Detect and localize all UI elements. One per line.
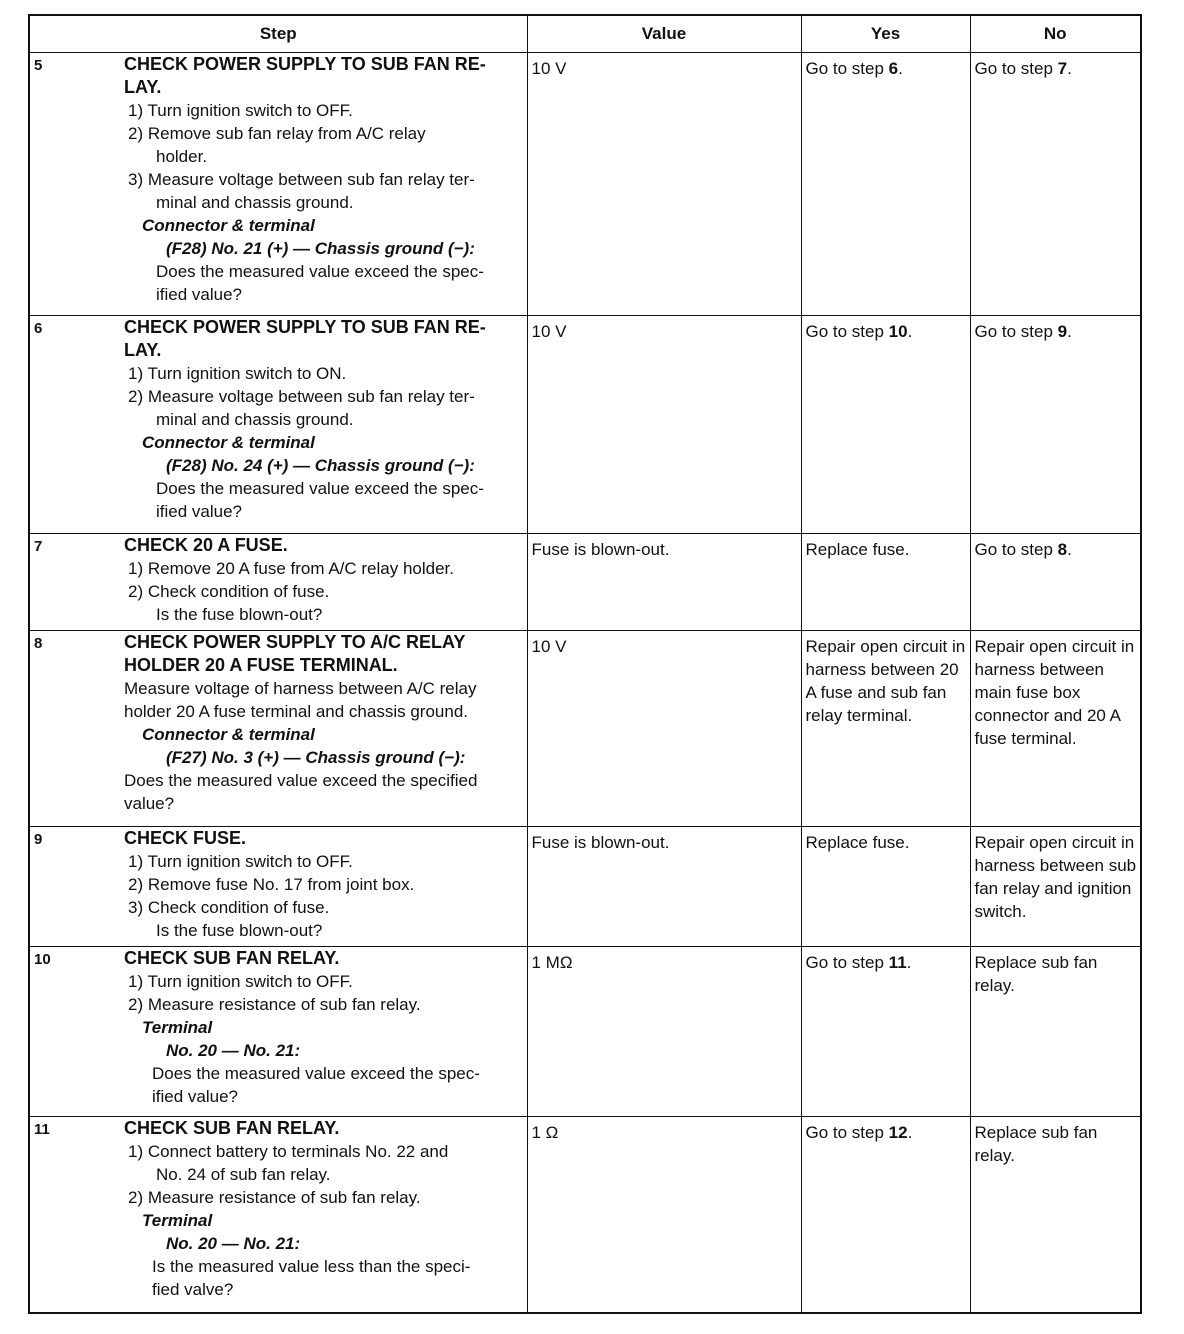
yes-cell: Replace fuse.: [801, 827, 970, 947]
step-cell: [29, 827, 527, 947]
step-cell: [29, 1117, 527, 1313]
step-title: CHECK SUB FAN RELAY.: [124, 948, 340, 968]
step-instruction-line: 1) Turn ignition switch to ON.: [128, 364, 347, 383]
value-cell: 10 V: [527, 316, 801, 534]
step-instruction-line: 2) Measure voltage between sub fan relay ter-: [128, 387, 475, 406]
step-cell: [29, 947, 527, 1117]
table-row: [29, 53, 1141, 316]
step-instruction-line: Does the measured value exceed the spec-: [156, 479, 484, 498]
step-instruction-line: 2) Measure resistance of sub fan relay.: [128, 1188, 421, 1207]
step-instruction-line: 2) Measure resistance of sub fan relay.: [128, 995, 421, 1014]
no-goto-step-number: 8: [1057, 540, 1068, 559]
no-goto-text: Go to step: [974, 322, 1058, 341]
step-instruction-line: (F28) No. 24 (+) — Chassis ground (−):: [166, 456, 475, 475]
step-instruction-line: holder 20 A fuse terminal and chassis ground.: [124, 702, 468, 721]
step-instruction-line: 1) Remove 20 A fuse from A/C relay holder.: [128, 559, 454, 578]
step-instruction-line: (F28) No. 21 (+) — Chassis ground (−):: [166, 239, 475, 258]
step-instruction-line: 3) Check condition of fuse.: [128, 898, 330, 917]
table-body: [29, 53, 1141, 1313]
no-goto-text: Go to step: [974, 59, 1058, 78]
diagnostic-table-sheet: [28, 14, 1140, 1314]
step-instruction-line: Connector & terminal: [142, 433, 315, 452]
table-row: [29, 316, 1141, 534]
step-instruction-line: 1) Turn ignition switch to OFF.: [128, 972, 353, 991]
no-cell: Replace sub fan relay.: [970, 947, 1141, 1117]
step-instruction-line: 2) Remove sub fan relay from A/C relay: [128, 124, 426, 143]
no-cell: Go to step 7.: [970, 53, 1141, 316]
step-instruction-line: fied valve?: [152, 1280, 234, 1299]
step-title: CHECK POWER SUPPLY TO SUB FAN RE-: [124, 317, 486, 337]
step-instruction-line: minal and chassis ground.: [156, 193, 354, 212]
no-goto-step-number: 9: [1057, 322, 1068, 341]
step-instruction-line: No. 20 — No. 21:: [166, 1041, 301, 1060]
step-number: 8: [34, 635, 43, 652]
value-cell: 1 Ω: [527, 1117, 801, 1313]
step-instruction-line: 1) Turn ignition switch to OFF.: [128, 852, 353, 871]
step-instruction-line: (F27) No. 3 (+) — Chassis ground (−):: [166, 748, 466, 767]
step-title: CHECK POWER SUPPLY TO SUB FAN RE-: [124, 54, 486, 74]
diagnostic-table: [28, 14, 1142, 1314]
yes-goto-text: Go to step: [805, 1123, 889, 1142]
table-row: [29, 1117, 1141, 1313]
yes-goto-text: Go to step: [805, 59, 889, 78]
step-instruction-line: Is the measured value less than the speci-: [152, 1257, 471, 1276]
step-title: CHECK 20 A FUSE.: [124, 535, 288, 555]
step-number: 7: [34, 538, 43, 555]
no-cell: Go to step 9.: [970, 316, 1141, 534]
table-row: [29, 534, 1141, 631]
step-instruction-line: ified value?: [152, 1087, 239, 1106]
table-row: [29, 947, 1141, 1117]
table-row: [29, 827, 1141, 947]
header-no: No: [970, 15, 1141, 53]
step-instruction-line: value?: [124, 794, 175, 813]
no-cell: Replace sub fan relay.: [970, 1117, 1141, 1313]
yes-cell: Go to step 10.: [801, 316, 970, 534]
value-cell: Fuse is blown-out.: [527, 534, 801, 631]
value-cell: Fuse is blown-out.: [527, 827, 801, 947]
step-instruction-line: Is the fuse blown-out?: [156, 921, 323, 940]
step-instruction-line: Is the fuse blown-out?: [156, 605, 323, 624]
yes-cell: Repair open circuit in harness between 20 A fuse and sub fan relay terminal.: [801, 631, 970, 827]
step-title: CHECK SUB FAN RELAY.: [124, 1118, 340, 1138]
step-number: 9: [34, 831, 43, 848]
yes-cell: Replace fuse.: [801, 534, 970, 631]
step-title: CHECK POWER SUPPLY TO A/C RELAY: [124, 632, 466, 652]
yes-cell: Go to step 6.: [801, 53, 970, 316]
header-step: Step: [29, 15, 527, 53]
yes-goto-text: Go to step: [805, 322, 889, 341]
step-instruction-line: Terminal: [142, 1211, 213, 1230]
step-number: 11: [34, 1121, 50, 1138]
header-row: [29, 15, 1141, 53]
no-cell: Repair open circuit in harness between sub fan relay and ignition switch.: [970, 827, 1141, 947]
yes-goto-step-number: 6: [888, 59, 899, 78]
header-yes: Yes: [801, 15, 970, 53]
yes-goto-text: Go to step: [805, 953, 889, 972]
step-number: 5: [34, 57, 43, 74]
step-instruction-line: minal and chassis ground.: [156, 410, 354, 429]
yes-goto-step-number: 10: [888, 322, 908, 341]
yes-goto-step-number: 11: [888, 953, 907, 972]
table-row: [29, 631, 1141, 827]
step-number: 10: [34, 951, 51, 968]
step-instruction-line: 1) Connect battery to terminals No. 22 and: [128, 1142, 449, 1161]
yes-cell: Go to step 11.: [801, 947, 970, 1117]
step-instruction-line: Connector & terminal: [142, 725, 315, 744]
step-instruction-line: Measure voltage of harness between A/C relay: [124, 679, 477, 698]
yes-cell: Go to step 12.: [801, 1117, 970, 1313]
step-instruction-line: ified value?: [156, 502, 243, 521]
step-instruction-line: No. 24 of sub fan relay.: [156, 1165, 331, 1184]
step-title: LAY.: [124, 340, 162, 360]
step-cell: [29, 631, 527, 827]
step-instruction-line: ified value?: [156, 285, 243, 304]
step-number: 6: [34, 320, 43, 337]
step-title: HOLDER 20 A FUSE TERMINAL.: [124, 655, 398, 675]
step-instruction-line: Does the measured value exceed the specified: [124, 771, 478, 790]
no-cell: Repair open circuit in harness between main fuse box connector and 20 A fuse terminal.: [970, 631, 1141, 827]
step-instruction-line: 2) Check condition of fuse.: [128, 582, 330, 601]
step-instruction-line: 3) Measure voltage between sub fan relay ter-: [128, 170, 475, 189]
value-cell: 1 MΩ: [527, 947, 801, 1117]
step-cell: [29, 316, 527, 534]
value-cell: 10 V: [527, 53, 801, 316]
value-cell: 10 V: [527, 631, 801, 827]
no-goto-step-number: 7: [1057, 59, 1068, 78]
step-instruction-line: 2) Remove fuse No. 17 from joint box.: [128, 875, 415, 894]
step-instruction-line: Does the measured value exceed the spec-: [156, 262, 484, 281]
step-instruction-line: 1) Turn ignition switch to OFF.: [128, 101, 353, 120]
step-cell: [29, 53, 527, 316]
step-title: CHECK FUSE.: [124, 828, 247, 848]
step-instruction-line: No. 20 — No. 21:: [166, 1234, 301, 1253]
yes-goto-step-number: 12: [888, 1123, 908, 1142]
step-cell: [29, 534, 527, 631]
header-value: Value: [527, 15, 801, 53]
step-instruction-line: Terminal: [142, 1018, 213, 1037]
no-goto-text: Go to step: [974, 540, 1058, 559]
step-instruction-line: holder.: [156, 147, 208, 166]
step-instruction-line: Does the measured value exceed the spec-: [152, 1064, 480, 1083]
no-cell: Go to step 8.: [970, 534, 1141, 631]
step-instruction-line: Connector & terminal: [142, 216, 315, 235]
step-title: LAY.: [124, 77, 162, 97]
